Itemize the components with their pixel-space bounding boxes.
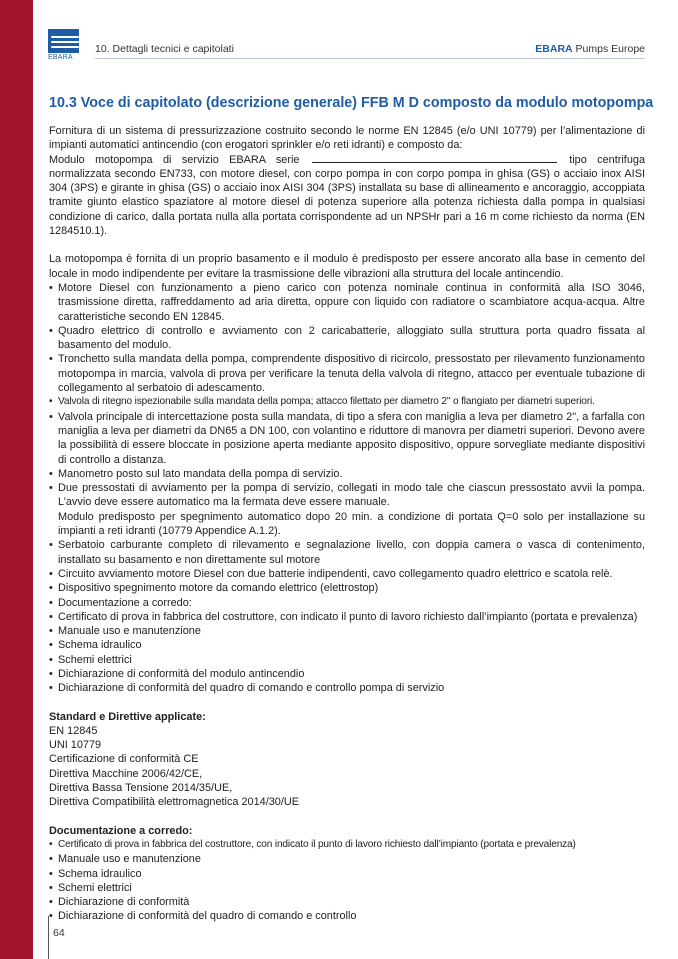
list-item: • Tronchetto sulla mandata della pompa, comprendente dispositivo di ricircolo, pressostato per rilevamento funzionamento motopompa in marcia, valvola di prova per verificare la tenuta della valvola di ritegno, attacco per eventuale tubazione di collegamento al serbatoio di adescamento. bbox=[49, 352, 645, 395]
page-title: 10.3 Voce di capitolato (descrizione generale) FFB M D composto da modulo motopompa bbox=[49, 95, 654, 111]
list-item bbox=[49, 481, 645, 538]
standard-item: Direttiva Bassa Tensione 2014/35/UE, bbox=[49, 782, 233, 795]
list-item: • Dichiarazione di conformità bbox=[49, 895, 645, 909]
header-divider bbox=[95, 58, 645, 59]
list-item: • Dichiarazione di conformità del quadro di comando e controllo pompa di servizio bbox=[49, 681, 645, 695]
standards-heading bbox=[49, 710, 645, 724]
list-item: • Certificato di prova in fabbrica del costruttore, con indicato il punto di lavoro richiesto dall’impianto (portata e prevalenza) bbox=[49, 610, 645, 624]
fill-in-blank bbox=[312, 153, 557, 163]
standard-item: Certificazione di conformità CE bbox=[49, 753, 199, 766]
base-paragraph: La motopompa è fornita di un proprio basamento e il modulo è predisposto per essere ancorato alla base in cemento del locale in modo indipendente per evitare la trasmissione delle vibrazioni alla struttura del locale antincendio. bbox=[49, 253, 645, 280]
component-list bbox=[49, 281, 645, 696]
docs-list bbox=[49, 838, 645, 924]
intro-paragraph: Fornitura di un sistema di pressurizzazione costruito secondo le norme EN 12845 (e/o UNI 10779) per l’alimentazione di impianti automatici antincendio (con erogatori sprinkler e/o reti idranti) e composto da: bbox=[49, 125, 645, 152]
standards-heading-text: Standard e Direttive applicate: bbox=[49, 710, 206, 723]
list-item: • Schema idraulico bbox=[49, 638, 645, 652]
list-item: • Valvola di ritegno ispezionabile sulla mandata della pompa; attacco filettato per diametro 2" o flangiato per diametri superiori. bbox=[49, 395, 645, 409]
docs-heading bbox=[49, 824, 645, 838]
standard-item: Direttiva Compatibilità elettromagnetica 2014/30/UE bbox=[49, 796, 300, 809]
list-item: • Schema idraulico bbox=[49, 867, 645, 881]
list-item: • Motore Diesel con funzionamento a pieno carico con potenza nominale continua in conformità alla ISO 3046, trasmissione diretta, raffreddamento ad aria diretta, oppure con liquido con radiatore o scambiatore acqua-acqua. Altre caratteristiche secondo EN 12845. bbox=[49, 281, 645, 324]
section-header: 10. Dettagli tecnici e capitolati bbox=[95, 43, 234, 55]
page-number: 64 bbox=[53, 927, 65, 939]
module-text-before: Modulo motopompa di servizio EBARA serie bbox=[49, 153, 300, 166]
logo-text: EBARA bbox=[48, 54, 73, 61]
docs-heading-text: Documentazione a corredo: bbox=[49, 824, 193, 837]
list-item: • Circuito avviamento motore Diesel con due batterie indipendenti, cavo collegamento quadro elettrico e scatola relè. bbox=[49, 567, 645, 581]
standard-item: UNI 10779 bbox=[49, 739, 102, 752]
brand-rest: Pumps Europe bbox=[572, 43, 645, 55]
list-item: • Schemi elettrici bbox=[49, 881, 645, 895]
list-item: • Schemi elettrici bbox=[49, 653, 645, 667]
list-item: • Valvola principale di intercettazione posta sulla mandata, di tipo a sfera con maniglia a leva per diametro 2", a farfalla con maniglia a leva per diametri da DN65 a DN 100, con volantino e riduttore di manovra per diametri superiori. Devono avere la possibilità di essere bloccate in posizione aperta mediante apposito dispositivo, oppure sorvegliate mediante dispositivi di controllo a distanza. bbox=[49, 410, 645, 467]
module-paragraph bbox=[49, 153, 645, 239]
page-number-rule bbox=[48, 916, 49, 959]
brand-bold: EBARA bbox=[535, 43, 573, 55]
list-item: • Dichiarazione di conformità del quadro di comando e controllo bbox=[49, 909, 645, 923]
list-item: • Certificato di prova in fabbrica del costruttore, con indicato il punto di lavoro richiesto dall’impianto (portata e prevalenza) bbox=[49, 838, 645, 852]
list-item-text: Due pressostati di avviamento per la pompa di servizio, collegati in modo tale che ciascun pressostato avvii la pompa. L’avvio deve essere automatico ma la fermata deve essere manuale. bbox=[58, 482, 645, 509]
list-item: • Documentazione a corredo: bbox=[49, 596, 645, 610]
red-side-strip bbox=[0, 0, 33, 959]
standard-item: EN 12845 bbox=[49, 724, 98, 737]
list-item: • Manometro posto sul lato mandata della pompa di servizio. bbox=[49, 467, 645, 481]
brand-header bbox=[535, 43, 645, 55]
ebara-logo bbox=[48, 29, 79, 62]
list-item: • Manuale uso e manutenzione bbox=[49, 624, 645, 638]
list-item: • Dispositivo spegnimento motore da comando elettrico (elettrostop) bbox=[49, 581, 645, 595]
standard-item: Direttiva Macchine 2006/42/CE, bbox=[49, 767, 203, 780]
list-item: • Quadro elettrico di controllo e avviamento con 2 caricabatterie, alloggiato sulla struttura porta quadro fissata al basamento del modulo. bbox=[49, 324, 645, 353]
list-item: • Serbatoio carburante completo di rilevamento e segnalazione livello, con doppia camera o vasca di contenimento, installato su basamento e non direttamente sul motore bbox=[49, 538, 645, 567]
list-item: • Dichiarazione di conformità del modulo antincendio bbox=[49, 667, 645, 681]
document-body bbox=[49, 124, 645, 924]
list-item: • Manuale uso e manutenzione bbox=[49, 852, 645, 866]
list-item-extra: Modulo predisposto per spegnimento automatico dopo 20 min. a condizione di portata Q=0 solo per installazione su impianti a reti idranti (10779 Appendice A.1.2). bbox=[58, 510, 645, 538]
module-text-after: tipo centrifuga normalizzata secondo EN733, con motore diesel, con corpo pompa in con corpo pompa in ghisa (GS) o acciaio inox AISI 304 (3PS) e girante in ghisa (GS) o acciaio inox AISI 304 (3PS) installata su base di allineamento e ancoraggio, accoppiata tramite giunto elastico spaziatore al motore diesel di potenza superiore alla potenza richiesta dalla pompa in qualsiasi condizione di carico, dalla portata nulla alla portata corrispondente ad un NPSHr pari a 16 m come richiesto da norma (EN 1284510.1). bbox=[49, 153, 646, 238]
